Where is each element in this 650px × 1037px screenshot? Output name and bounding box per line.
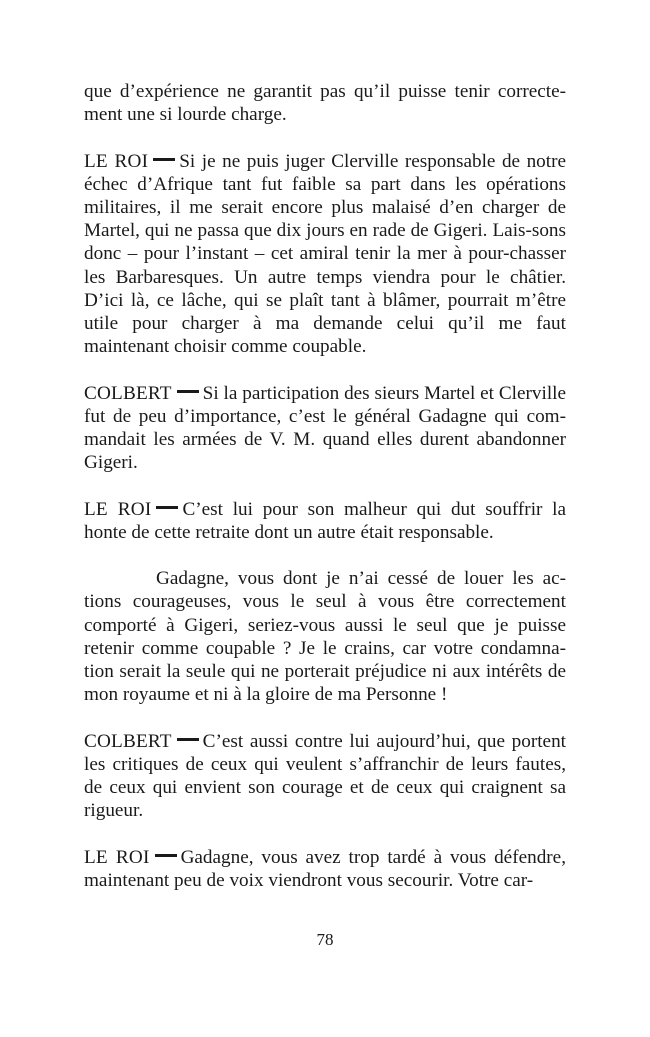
paragraph-2	[84, 150, 566, 359]
speaker-name: LE ROI	[84, 498, 152, 520]
paragraph-1	[84, 80, 566, 126]
paragraph-6-text: C’est aussi contre lui aujourd’hui, que portent les critiques de ceux qui veulent s’affranchir de leurs fautes, de ceux qui envient son courage et de ceux qui craignent sa rigueur.	[84, 730, 566, 822]
paragraph-6	[84, 730, 566, 823]
page-body	[84, 80, 566, 915]
speaker-name: LE ROI	[84, 150, 149, 172]
paragraph-1-text: que d’expérience ne garantit pas qu’il puisse tenir correcte-ment une si lourde charge.	[84, 81, 566, 126]
paragraph-5	[84, 567, 566, 706]
em-dash-rule	[156, 506, 178, 509]
paragraph-3-text: Si la participation des sieurs Martel et Clerville fut de peu d’importance, c’est le général Gadagne qui com-mandait les armées de V. M. quand elles durent abandonner Gigeri.	[84, 382, 566, 474]
speaker-name: COLBERT	[84, 730, 172, 752]
em-dash-rule	[177, 738, 199, 741]
paragraph-7-text: Gadagne, vous avez trop tardé à vous défendre, maintenant peu de voix viendront vous secourir. Votre car-	[84, 846, 566, 891]
page-number: 78	[316, 930, 334, 949]
paragraph-7	[84, 846, 566, 892]
em-dash-rule	[155, 854, 177, 857]
paragraph-3	[84, 382, 566, 475]
paragraph-4	[84, 498, 566, 544]
speaker-name: LE ROI	[84, 846, 150, 868]
em-dash-rule	[177, 390, 199, 393]
em-dash-rule	[153, 158, 175, 161]
paragraph-5-text: Gadagne, vous dont je n’ai cessé de louer les ac-tions courageuses, vous le seul à vous être correctement comporté à Gigeri, seriez-vous aussi le seul que je puisse retenir comme coupable ? Je le crains, car votre condamna-tion serait la seule qui ne porterait préjudice ni aux intérêts de mon royaume et ni à la gloire de ma Personne !	[84, 568, 566, 706]
paragraph-2-text: Si je ne puis juger Clerville responsable de notre échec d’Afrique tant fut faible sa part dans les opérations militaires, il me serait encore plus malaisé d’en charger de Martel, qui ne passa que dix jours en rade de Gigeri. Lais-sons donc – pour l’instant – cet amiral tenir la mer à pour-chasser les Barbaresques. Un autre temps viendra pour le châtier. D’ici là, ce lâche, qui se plaît tant à blâmer, pourrait m’être utile pour charger à ma demande celui qu’il me faut maintenant choisir comme coupable.	[84, 150, 567, 358]
paragraph-4-text: C’est lui pour son malheur qui dut souffrir la honte de cette retraite dont un autre était responsable.	[84, 498, 567, 543]
speaker-name: COLBERT	[84, 382, 172, 404]
